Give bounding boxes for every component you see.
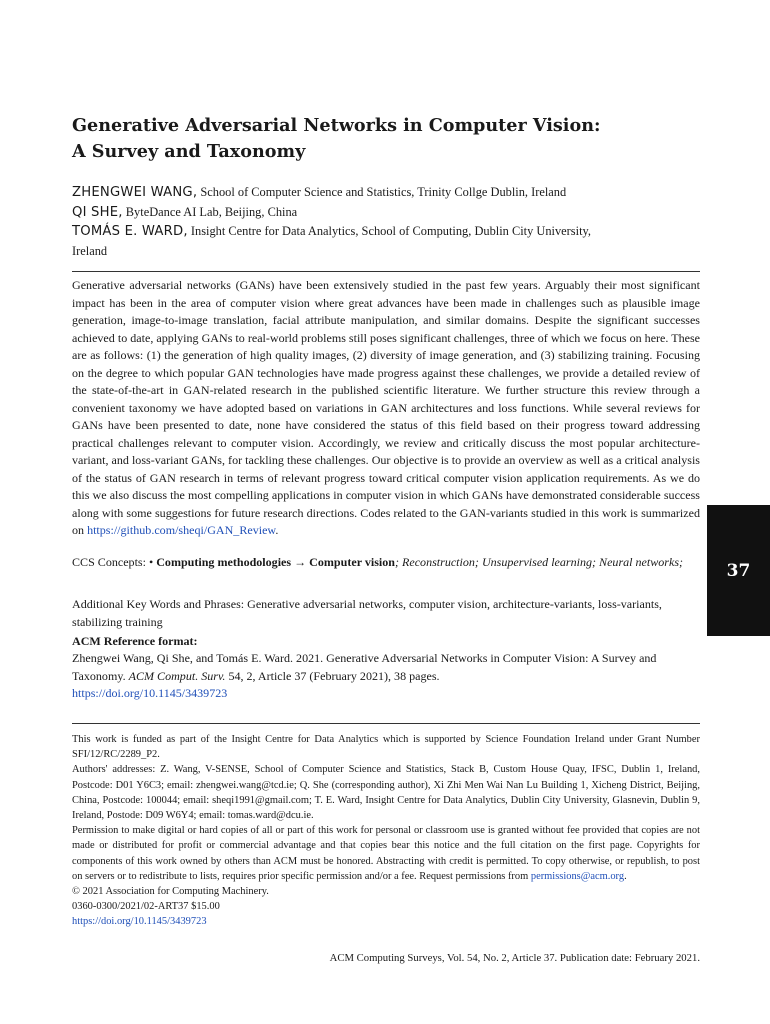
author-entry (72, 203, 700, 223)
author-name: TOMÁS E. WARD, (72, 224, 188, 239)
abstract (72, 277, 700, 540)
abstract-text: Generative adversarial networks (GANs) have been extensively studied in the past few years. Arguably their most significant impact has been in the area of computer vision where great advances have been made in challenges such as plausible image generation, image-to-image translation, facial attribute manipulation, and similar domains. Despite the significant successes achieved to date, applying GANs to real-world problems still poses significant challenges, three of which we focus on here. These are as follows: (1) the generation of high quality images, (2) diversity of image generation, and (3) stabilizing training. Focusing on the degree to which popular GAN technologies have made progress against these challenges, we provide a detailed review of the state-of-the-art in GAN-related research in the published scientific literature. We further structure this review through a convenient taxonomy we have adopted based on variations in GAN architectures and loss functions. While several reviews for GANs have been presented to date, none have considered the status of this field based on their progress toward addressing practical challenges relevant to computer vision. Accordingly, we review and critically discuss the most popular architecture-variant, and loss-variant GANs, for tackling these challenges. Our objective is to provide an overview as well as a critical analysis of the status of GAN research in terms of relevant progress toward critical computer vision application requirements. As we do this we also discuss the most compelling applications in computer vision in which GANs have demonstrated considerable success along with some suggestions for future research directions. Codes related to the GAN-variants studied in this work is summarized on (72, 278, 700, 537)
author-entry (72, 222, 700, 260)
permission-end: . (624, 870, 627, 882)
footnote-doi-link[interactable]: https://doi.org/10.1145/3439723 (72, 916, 207, 928)
paper-title (72, 113, 672, 165)
reference-journal: ACM Comput. Surv. (128, 668, 226, 683)
ccs-concept-1: Computing methodologies (156, 555, 292, 569)
ccs-arrow: → (294, 555, 307, 569)
reference-text-b: 54, 2, Article 37 (February 2021), 38 pages. (228, 668, 440, 683)
author-affiliation-continued: Ireland (72, 243, 108, 258)
running-footer: ACM Computing Surveys, Vol. 54, No. 2, Article 37. Publication date: February 2021. (329, 952, 700, 964)
article-number: 37 (726, 560, 751, 581)
footnotes (72, 732, 700, 930)
reference-doi-link[interactable]: https://doi.org/10.1145/3439723 (72, 686, 228, 700)
author-name: ZHENGWEI WANG, (72, 185, 198, 200)
ccs-rest: ; Reconstruction; Unsupervised learning; Neural networks; (394, 555, 684, 569)
funding-note: This work is funded as part of the Insight Centre for Data Analytics which is supported by Science Foundation Ireland under Grant Number SFI/12/RC/2289_P2. (72, 734, 700, 761)
abstract-divider (72, 271, 700, 272)
author-name: QI SHE, (72, 204, 123, 220)
author-list (72, 183, 700, 260)
ccs-concept-2: Computer vision (309, 555, 395, 569)
copyright-note: © 2021 Association for Computing Machinery. (72, 886, 269, 898)
author-affiliation: ByteDance AI Lab, Beijing, China (125, 204, 298, 219)
author-affiliation: School of Computer Science and Statistics, Trinity Collge Dublin, Ireland (200, 185, 567, 199)
reference-format (72, 650, 700, 703)
reference-heading: ACM Reference format: (72, 634, 198, 648)
article-number-tab (707, 505, 770, 636)
author-affiliation: Insight Centre for Data Analytics, School of Computing, Dublin City University, (190, 224, 592, 238)
author-entry (72, 183, 700, 203)
ccs-concepts (72, 554, 700, 572)
footnote-divider (72, 723, 700, 724)
permission-text: Permission to make digital or hard copies of all or part of this work for personal or classroom use is granted without fee provided that copies are not made or distributed for profit or commercial advantage and that copies bear this notice and the full citation on the first page. Copyrights for components of this work owned by others than ACM must be honored. Abstracting with credit is permitted. To copy otherwise, or republish, to post on servers or to redistribute to lists, requires prior specific permission and/or a fee. Request permissions from (72, 825, 700, 882)
permissions-email-link[interactable]: permissions@acm.org (530, 870, 625, 882)
title-line-2: A Survey and Taxonomy (72, 141, 306, 162)
ccs-label: CCS Concepts: • (72, 555, 154, 569)
issn-note: 0360-0300/2021/02-ART37 $15.00 (72, 901, 220, 913)
author-addresses: Authors' addresses: Z. Wang, V-SENSE, School of Computer Science and Statistics, Stack B, Custom House Quay, IFSC, Dublin 1, Ireland, Postcode: D01 Y6C3; email: zhengwei.wang@tcd.ie; Q. She (corresponding author), Xi Zhi Men Wai Nan Lu Building 1, Xicheng District, Beijing, China, Postcode: 100044; email: sheqi1991@gmail.com; T. E. Ward, Insight Centre for Data Analytics, Dublin City University, Glasnevin, Dublin 9, Ireland, Postode: D09 W6Y4; email: tomas.ward@dcu.ie. (72, 764, 700, 822)
reference-text-a: Zhengwei Wang, Qi She, and Tomás E. Ward. 2021. Generative Adversarial Networks in Computer Vision: A Survey and Taxonomy. (72, 651, 657, 683)
abstract-end: . (275, 523, 279, 537)
abstract-paragraph (72, 277, 700, 540)
permission-note (72, 823, 700, 884)
github-link[interactable]: https://github.com/sheqi/GAN_Review (87, 523, 276, 537)
keywords: Additional Key Words and Phrases: Generative adversarial networks, computer vision, architecture-variants, loss-variants, stabilizing training (72, 597, 662, 629)
title-line-1: Generative Adversarial Networks in Computer Vision: (72, 115, 601, 136)
